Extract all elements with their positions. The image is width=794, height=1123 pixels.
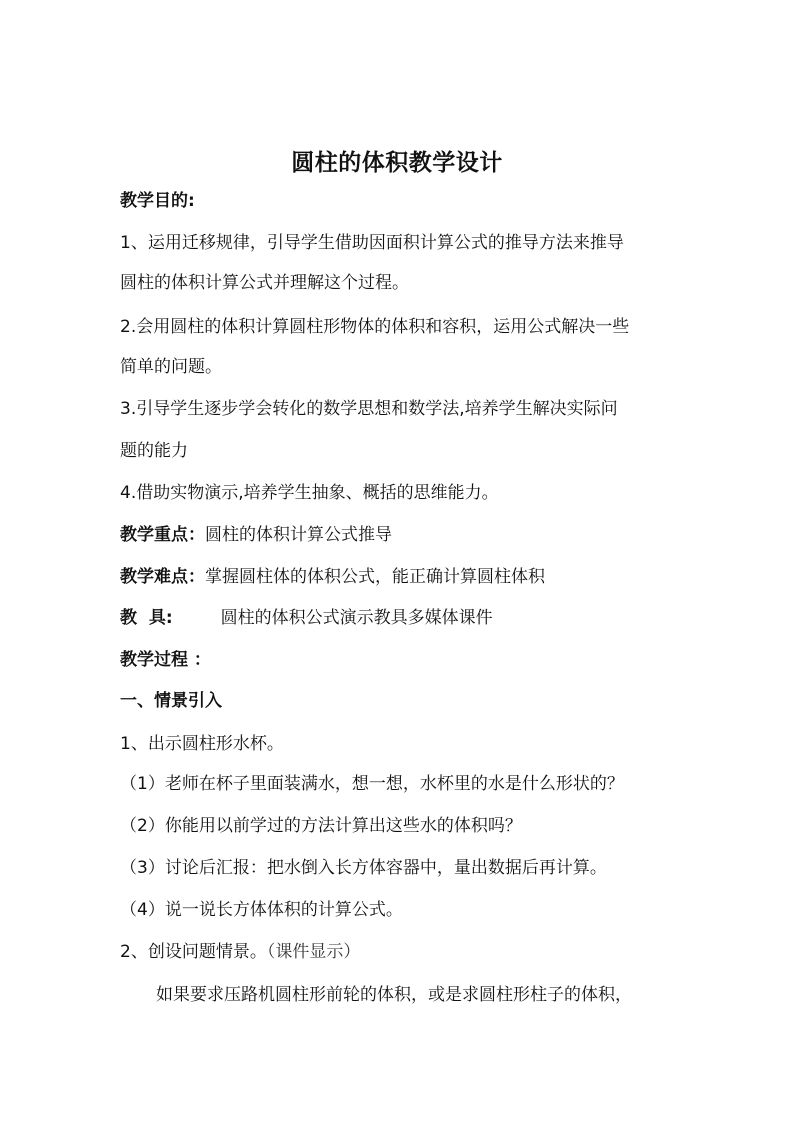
document-title: 圆柱的体积教学设计 [291,150,503,176]
key-point-label: 教学重点： [120,525,205,545]
goals-heading: 教学目的: [120,191,195,211]
goal-4: 4.借助实物演示,培养学生抽象、概括的思维能力。 [120,483,499,503]
sub-item-2: （2）你能用以前学过的方法计算出这些水的体积吗？ [120,816,522,836]
key-point-text: 圆柱的体积计算公式推导 [205,525,392,545]
goal-3-line-2: 题的能力 [120,441,188,461]
section-1-heading: 一、情景引入 [120,691,222,711]
difficulty-label: 教学难点： [120,567,205,587]
item-2-note: （课件显示） [266,942,361,962]
goal-1-line-2: 圆柱的体积计算公式并理解这个过程。 [120,273,409,293]
item-2-main: 2、创设问题情景。 [120,942,267,962]
sub-item-1: （1）老师在杯子里面装满水，想一想，水杯里的水是什么形状的？ [120,774,624,794]
goal-1-line-1: 1、运用迁移规律，引导学生借助因面积计算公式的推导方法来推导 [120,233,624,253]
process-heading: 教学过程 ： [120,650,211,670]
tools-row [120,607,493,629]
goal-3-line-1: 3.引导学生逐步学会转化的数学思想和数学法,培养学生解决实际问 [120,399,618,419]
item-1: 1、出示圆柱形水杯。 [120,734,284,754]
tools-label: 教 具: [120,608,173,628]
goal-2-line-2: 简单的问题。 [120,357,222,377]
tools-text: 圆柱的体积公式演示教具多媒体课件 [220,608,493,628]
item-2-row [120,941,360,963]
paragraph-last: 如果要求压路机圆柱形前轮的体积，或是求圆柱形柱子的体积， [156,985,632,1005]
goal-2-line-1: 2.会用圆柱的体积计算圆柱形物体的体积和容积，运用公式解决一些 [120,317,630,337]
sub-item-4: （4）说一说长方体体积的计算公式。 [120,900,403,920]
key-point-row [120,524,392,546]
difficulty-text: 掌握圆柱体的体积公式，能正确计算圆柱体积 [205,567,545,587]
difficulty-row [120,566,545,588]
sub-item-3: （3）讨论后汇报：把水倒入长方体容器中，量出数据后再计算。 [120,858,607,878]
